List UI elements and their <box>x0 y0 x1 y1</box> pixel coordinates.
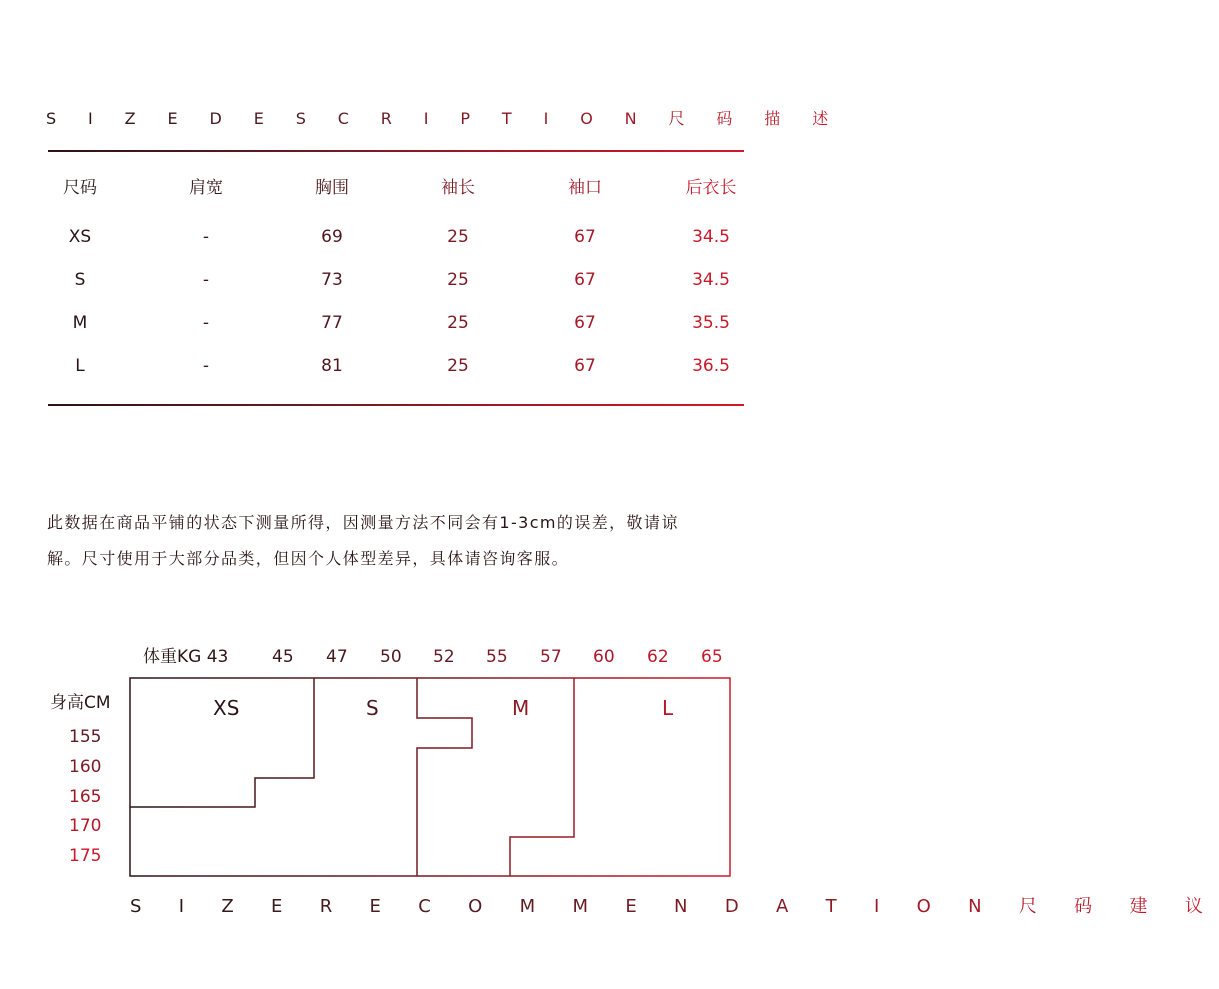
zone-label-xs: XS <box>213 696 240 720</box>
header-sleeve: 袖长 <box>441 178 475 198</box>
row-xs-cuff: 67 <box>574 227 596 247</box>
row-l-cuff: 67 <box>574 356 596 376</box>
row-s-cuff: 67 <box>574 270 596 290</box>
weight-tick: 45 <box>272 647 294 667</box>
height-tick: 170 <box>69 816 102 836</box>
measurement-note-line2: 解。尺寸使用于大部分品类，但因个人体型差异，具体请咨询客服。 <box>47 549 570 568</box>
s-zone-boundary <box>417 678 472 876</box>
row-l-chest: 81 <box>321 356 343 376</box>
row-l-back-length: 36.5 <box>692 356 730 376</box>
height-axis-label: 身高CM <box>50 693 111 713</box>
row-m-size: M <box>72 313 88 333</box>
weight-tick: 47 <box>326 647 348 667</box>
zone-label-m: M <box>512 696 530 720</box>
row-l-sleeve: 25 <box>447 356 469 376</box>
size-description-title: S I Z E D E S C R I P T I O N 尺 码 描 述 <box>46 109 842 128</box>
row-xs-size: XS <box>68 227 92 247</box>
row-m-cuff: 67 <box>574 313 596 333</box>
row-xs-sleeve: 25 <box>447 227 469 247</box>
header-cuff: 袖口 <box>568 178 602 198</box>
row-xs-shoulder: - <box>202 227 210 247</box>
zone-label-l: L <box>662 696 674 720</box>
row-xs-chest: 69 <box>321 227 343 247</box>
weight-tick: 55 <box>486 647 508 667</box>
height-tick: 160 <box>69 757 102 777</box>
weight-tick: 65 <box>701 647 723 667</box>
weight-tick: 62 <box>647 647 669 667</box>
row-m-shoulder: - <box>202 313 210 333</box>
row-s-shoulder: - <box>202 270 210 290</box>
row-m-chest: 77 <box>321 313 343 333</box>
header-shoulder: 肩宽 <box>189 178 223 198</box>
header-back-length: 后衣长 <box>685 178 737 198</box>
row-s-chest: 73 <box>321 270 343 290</box>
row-m-sleeve: 25 <box>447 313 469 333</box>
row-s-back-length: 34.5 <box>692 270 730 290</box>
row-s-size: S <box>74 270 86 290</box>
height-tick: 165 <box>69 787 102 807</box>
row-m-back-length: 35.5 <box>692 313 730 333</box>
size-recommendation-title: S I Z E R E C O M M E N D A T I O N 尺 码 建 议 <box>130 896 1219 917</box>
row-s-sleeve: 25 <box>447 270 469 290</box>
height-tick: 155 <box>69 727 102 747</box>
row-l-shoulder: - <box>202 356 210 376</box>
weight-tick: 60 <box>593 647 615 667</box>
weight-tick: 57 <box>540 647 562 667</box>
weight-tick: 50 <box>380 647 402 667</box>
weight-axis-label: 体重KG 43 <box>143 647 229 667</box>
row-l-size: L <box>75 356 85 376</box>
header-size: 尺码 <box>63 178 97 198</box>
zone-label-s: S <box>366 696 379 720</box>
header-chest: 胸围 <box>315 178 349 198</box>
height-tick: 175 <box>69 846 102 866</box>
weight-tick: 52 <box>433 647 455 667</box>
measurement-note-line1: 此数据在商品平铺的状态下测量所得，因测量方法不同会有1-3cm的误差，敬请谅 <box>47 513 679 532</box>
row-xs-back-length: 34.5 <box>692 227 730 247</box>
